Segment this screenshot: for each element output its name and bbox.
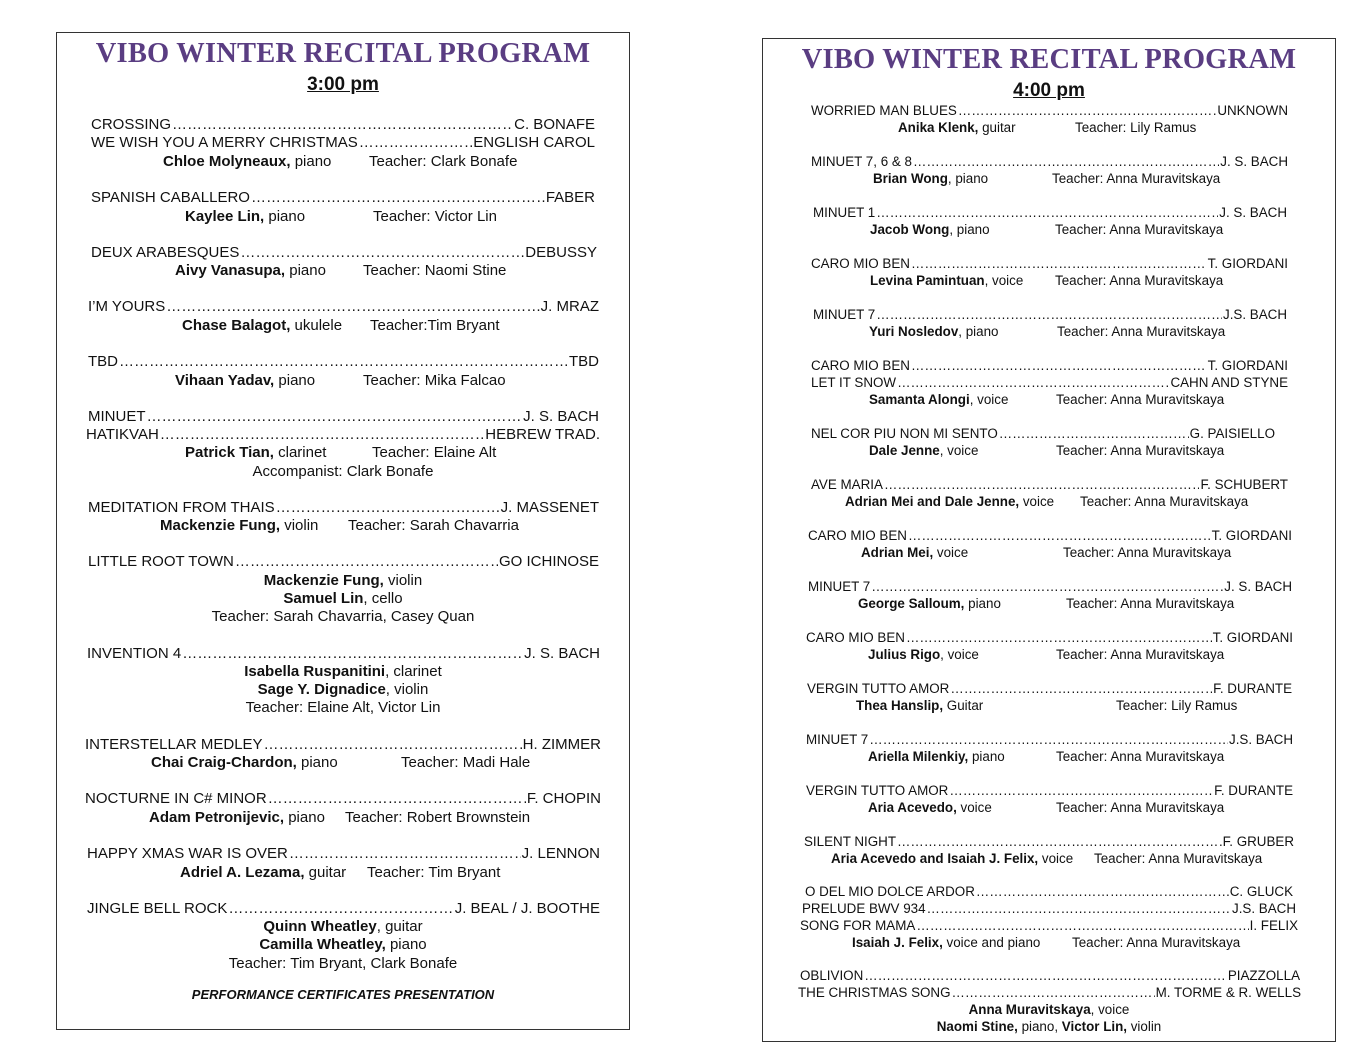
teacher-line: Teacher: Anna Muravitskaya bbox=[1063, 545, 1232, 560]
performer-line: George Salloum, piano bbox=[858, 596, 1001, 611]
piece-line: O DEL MIO DOLCE ARDOR ………………………………………………………………………………………………………………………………………………………………………………………… C. GLUCK bbox=[805, 884, 1293, 899]
performer-line: Isabella Ruspanitini, clarinet bbox=[244, 663, 442, 680]
teacher-line: Teacher: Anna Muravitskaya bbox=[1072, 935, 1241, 950]
teacher-line: Teacher: Anna Muravitskaya bbox=[1055, 222, 1224, 237]
piece-line: LITTLE ROOT TOWN ………………………………………………………………………………………………………………………………………………………………………………………… GO ICHINOSE bbox=[88, 553, 599, 570]
performer-line: Mackenzie Fung, violin bbox=[263, 572, 423, 589]
performer-line: Julius Rigo, voice bbox=[868, 647, 979, 662]
teacher-line: Teacher: Anna Muravitskaya bbox=[1094, 851, 1263, 866]
performer-line: Jacob Wong, piano bbox=[870, 222, 990, 237]
teacher-line: Teacher: Anna Muravitskaya bbox=[1056, 392, 1225, 407]
performer-line: Ariella Milenkiy, piano bbox=[868, 749, 1005, 764]
teacher-line: Teacher: Sarah Chavarria bbox=[348, 517, 519, 534]
piece-line: MINUET 1 ………………………………………………………………………………………………………………………………………………………………………………………… J. S. BACH bbox=[813, 205, 1287, 220]
performer-line: Aria Acevedo and Isaiah J. Felix, voice bbox=[831, 851, 1074, 866]
teacher-line: Teacher: Anna Muravitskaya bbox=[1056, 800, 1225, 815]
program-page-3pm bbox=[56, 32, 630, 1030]
teacher-line: Teacher: Anna Muravitskaya bbox=[1066, 596, 1235, 611]
teacher-line: Teacher: Elaine Alt, Victor Lin bbox=[245, 699, 441, 716]
piece-line: MINUET 7 ………………………………………………………………………………………………………………………………………………………………………………………… J. S. BACH bbox=[808, 579, 1292, 594]
performer-line: Anika Klenk, guitar bbox=[898, 120, 1016, 135]
performer-line: Chase Balagot, ukulele bbox=[182, 317, 343, 334]
piece-line: INTERSTELLAR MEDLEY ………………………………………………………………………………………………………………………………………………………………………………………… H. ZIMMER bbox=[85, 736, 601, 753]
performer-line: Adam Petronijevic, piano bbox=[149, 809, 325, 826]
performer-line: Samuel Lin, cello bbox=[283, 590, 403, 607]
piece-line: HAPPY XMAS WAR IS OVER ………………………………………………………………………………………………………………………………………………………………………………………… J. LENNON bbox=[87, 845, 600, 862]
teacher-line: Teacher: Tim Bryant, Clark Bonafe bbox=[228, 955, 458, 972]
performer-line: Yuri Nosledov, piano bbox=[869, 324, 999, 339]
piece-line: SPANISH CABALLERO ………………………………………………………………………………………………………………………………………………………………………………………… FABER bbox=[91, 189, 595, 206]
teacher-line: Teacher: Anna Muravitskaya bbox=[1056, 749, 1225, 764]
program-page-4pm bbox=[762, 38, 1336, 1042]
performer-line: Dale Jenne, voice bbox=[869, 443, 979, 458]
teacher-line: Teacher: Anna Muravitskaya bbox=[1056, 443, 1225, 458]
teacher-line: Teacher: Lily Ramus bbox=[1116, 698, 1238, 713]
piece-line: MINUET ………………………………………………………………………………………………………………………………………………………………………………………… J. S. BACH bbox=[88, 408, 599, 425]
teacher-line: Teacher: Naomi Stine bbox=[363, 262, 507, 279]
piece-line: CARO MIO BEN ………………………………………………………………………………………………………………………………………………………………………………………… T. GIORDANI bbox=[808, 528, 1292, 543]
piece-line: THE CHRISTMAS SONG ………………………………………………………………………………………………………………………………………………………………………………………… M. TORME & R. WELLS bbox=[798, 985, 1301, 1000]
piece-line: CROSSING ………………………………………………………………………………………………………………………………………………………………………………………… C. BONAFE bbox=[91, 116, 595, 133]
piece-line: LET IT SNOW ………………………………………………………………………………………………………………………………………………………………………………………… CAHN AND STYNE bbox=[811, 375, 1288, 390]
piece-line: DEUX ARABESQUES ………………………………………………………………………………………………………………………………………………………………………………………… DEBUSSY bbox=[91, 244, 597, 261]
piece-line: JINGLE BELL ROCK ………………………………………………………………………………………………………………………………………………………………………………………… J. BEAL / J. BOOTHE bbox=[87, 900, 600, 917]
performer-line: Mackenzie Fung, violin bbox=[160, 517, 319, 534]
piece-line: WE WISH YOU A MERRY CHRISTMAS ………………………………………………………………………………………………………………………………………………………………………………………… ENGLISH CAROL bbox=[91, 134, 595, 151]
piece-line: VERGIN TUTTO AMOR ………………………………………………………………………………………………………………………………………………………………………………………… F. DURANTE bbox=[807, 681, 1292, 696]
page-title: VIBO WINTER RECITAL PROGRAM bbox=[801, 44, 1297, 75]
performer-line: Quinn Wheatley, guitar bbox=[263, 918, 423, 935]
performer-line: Sage Y. Dignadice, violin bbox=[257, 681, 429, 698]
performer-line: Adriel A. Lezama, guitar bbox=[180, 864, 347, 881]
program-time: 4:00 pm bbox=[1013, 80, 1085, 101]
piece-line: WORRIED MAN BLUES ………………………………………………………………………………………………………………………………………………………………………………………… UNKNOWN bbox=[811, 103, 1288, 118]
teacher-line: Teacher: Lily Ramus bbox=[1075, 120, 1197, 135]
teacher-line: Teacher: Tim Bryant bbox=[367, 864, 501, 881]
performer-line: Brian Wong, piano bbox=[873, 171, 989, 186]
certificates-footer: PERFORMANCE CERTIFICATES PRESENTATION bbox=[191, 987, 495, 1002]
piece-line: OBLIVION ………………………………………………………………………………………………………………………………………………………………………………………… PIAZZOLLA bbox=[800, 968, 1300, 983]
piece-line: HATIKVAH ………………………………………………………………………………………………………………………………………………………………………………………… HEBREW TRAD. bbox=[86, 426, 600, 443]
performer-line: Adrian Mei and Dale Jenne, voice bbox=[845, 494, 1055, 509]
performer-line: Chai Craig-Chardon, piano bbox=[151, 754, 338, 771]
piece-line: I’M YOURS ………………………………………………………………………………………………………………………………………………………………………………………… J. MRAZ bbox=[88, 298, 599, 315]
piece-line: CARO MIO BEN ………………………………………………………………………………………………………………………………………………………………………………………… T. GIORDANI bbox=[811, 358, 1288, 373]
teacher-line: Teacher: Robert Brownstein bbox=[345, 809, 531, 826]
piece-line: MINUET 7, 6 & 8 ………………………………………………………………………………………………………………………………………………………………………………………… J. S. BACH bbox=[811, 154, 1288, 169]
performer-line: Anna Muravitskaya, voice bbox=[968, 1002, 1130, 1017]
performer-line: Aria Acevedo, voice bbox=[868, 800, 992, 815]
teacher-line: Teacher: Victor Lin bbox=[373, 208, 497, 225]
performer-line: Levina Pamintuan, voice bbox=[870, 273, 1024, 288]
program-time: 3:00 pm bbox=[307, 74, 379, 95]
piece-line: MEDITATION FROM THAIS ………………………………………………………………………………………………………………………………………………………………………………………… J. MASSENET bbox=[88, 499, 599, 516]
piece-line: VERGIN TUTTO AMOR ………………………………………………………………………………………………………………………………………………………………………………………… F. DURANTE bbox=[806, 783, 1293, 798]
performer-line: Vihaan Yadav, piano bbox=[175, 372, 316, 389]
teacher-line: Teacher:Tim Bryant bbox=[370, 317, 500, 334]
performer-line: Isaiah J. Felix, voice and piano bbox=[852, 935, 1041, 950]
piece-line: SILENT NIGHT ………………………………………………………………………………………………………………………………………………………………………………………… F. GRUBER bbox=[804, 834, 1294, 849]
page-title: VIBO WINTER RECITAL PROGRAM bbox=[95, 38, 591, 69]
performer-line: Camilla Wheatley, piano bbox=[259, 936, 427, 953]
piece-line: CARO MIO BEN ………………………………………………………………………………………………………………………………………………………………………………………… T. GIORDANI bbox=[806, 630, 1293, 645]
piece-line: MINUET 7 ………………………………………………………………………………………………………………………………………………………………………………………… J.S. BACH bbox=[806, 732, 1293, 747]
teacher-line: Teacher: Madi Hale bbox=[401, 754, 531, 771]
teacher-line: Teacher: Anna Muravitskaya bbox=[1057, 324, 1226, 339]
piece-line: INVENTION 4 ………………………………………………………………………………………………………………………………………………………………………………………… J. S. BACH bbox=[87, 645, 600, 662]
performer-line: Kaylee Lin, piano bbox=[185, 208, 306, 225]
performer-line: Patrick Tian, clarinet bbox=[185, 444, 327, 461]
piece-line: SONG FOR MAMA ………………………………………………………………………………………………………………………………………………………………………………………… I. FELIX bbox=[800, 918, 1298, 933]
performer-line: Chloe Molyneaux, piano bbox=[163, 153, 332, 170]
teacher-line: Teacher: Anna Muravitskaya bbox=[1052, 171, 1221, 186]
performer-line: Adrian Mei, voice bbox=[861, 545, 969, 560]
teacher-line: Teacher: Anna Muravitskaya bbox=[1055, 273, 1224, 288]
piece-line: CARO MIO BEN ………………………………………………………………………………………………………………………………………………………………………………………… T. GIORDANI bbox=[811, 256, 1288, 271]
performer-line: Naomi Stine, piano, Victor Lin, violin bbox=[936, 1019, 1162, 1034]
performer-line: Samanta Alongi, voice bbox=[869, 392, 1009, 407]
piece-line: AVE MARIA ………………………………………………………………………………………………………………………………………………………………………………………… F. SCHUBERT bbox=[811, 477, 1288, 492]
piece-line: NEL COR PIU NON MI SENTO ………………………………………………………………………………………………………………………………………………………………………………………… G. PAISIELLO bbox=[811, 426, 1275, 441]
teacher-line: Teacher: Anna Muravitskaya bbox=[1056, 647, 1225, 662]
accompanist-line: Accompanist: Clark Bonafe bbox=[252, 463, 434, 480]
teacher-line: Teacher: Elaine Alt bbox=[372, 444, 497, 461]
teacher-line: Teacher: Mika Falcao bbox=[363, 372, 506, 389]
teacher-line: Teacher: Clark Bonafe bbox=[369, 153, 518, 170]
performer-line: Aivy Vanasupa, piano bbox=[175, 262, 326, 279]
piece-line: PRELUDE BWV 934 ………………………………………………………………………………………………………………………………………………………………………………………… J.S. BACH bbox=[802, 901, 1296, 916]
teacher-line: Teacher: Anna Muravitskaya bbox=[1080, 494, 1249, 509]
piece-line: TBD ………………………………………………………………………………………………………………………………………………………………………………………… TBD bbox=[88, 353, 599, 370]
piece-line: NOCTURNE IN C# MINOR ………………………………………………………………………………………………………………………………………………………………………………………… F. CHOPIN bbox=[85, 790, 601, 807]
teacher-line: Teacher: Sarah Chavarria, Casey Quan bbox=[211, 608, 475, 625]
performer-line: Thea Hanslip, Guitar bbox=[856, 698, 984, 713]
piece-line: MINUET 7 ………………………………………………………………………………………………………………………………………………………………………………………… J.S. BACH bbox=[813, 307, 1287, 322]
